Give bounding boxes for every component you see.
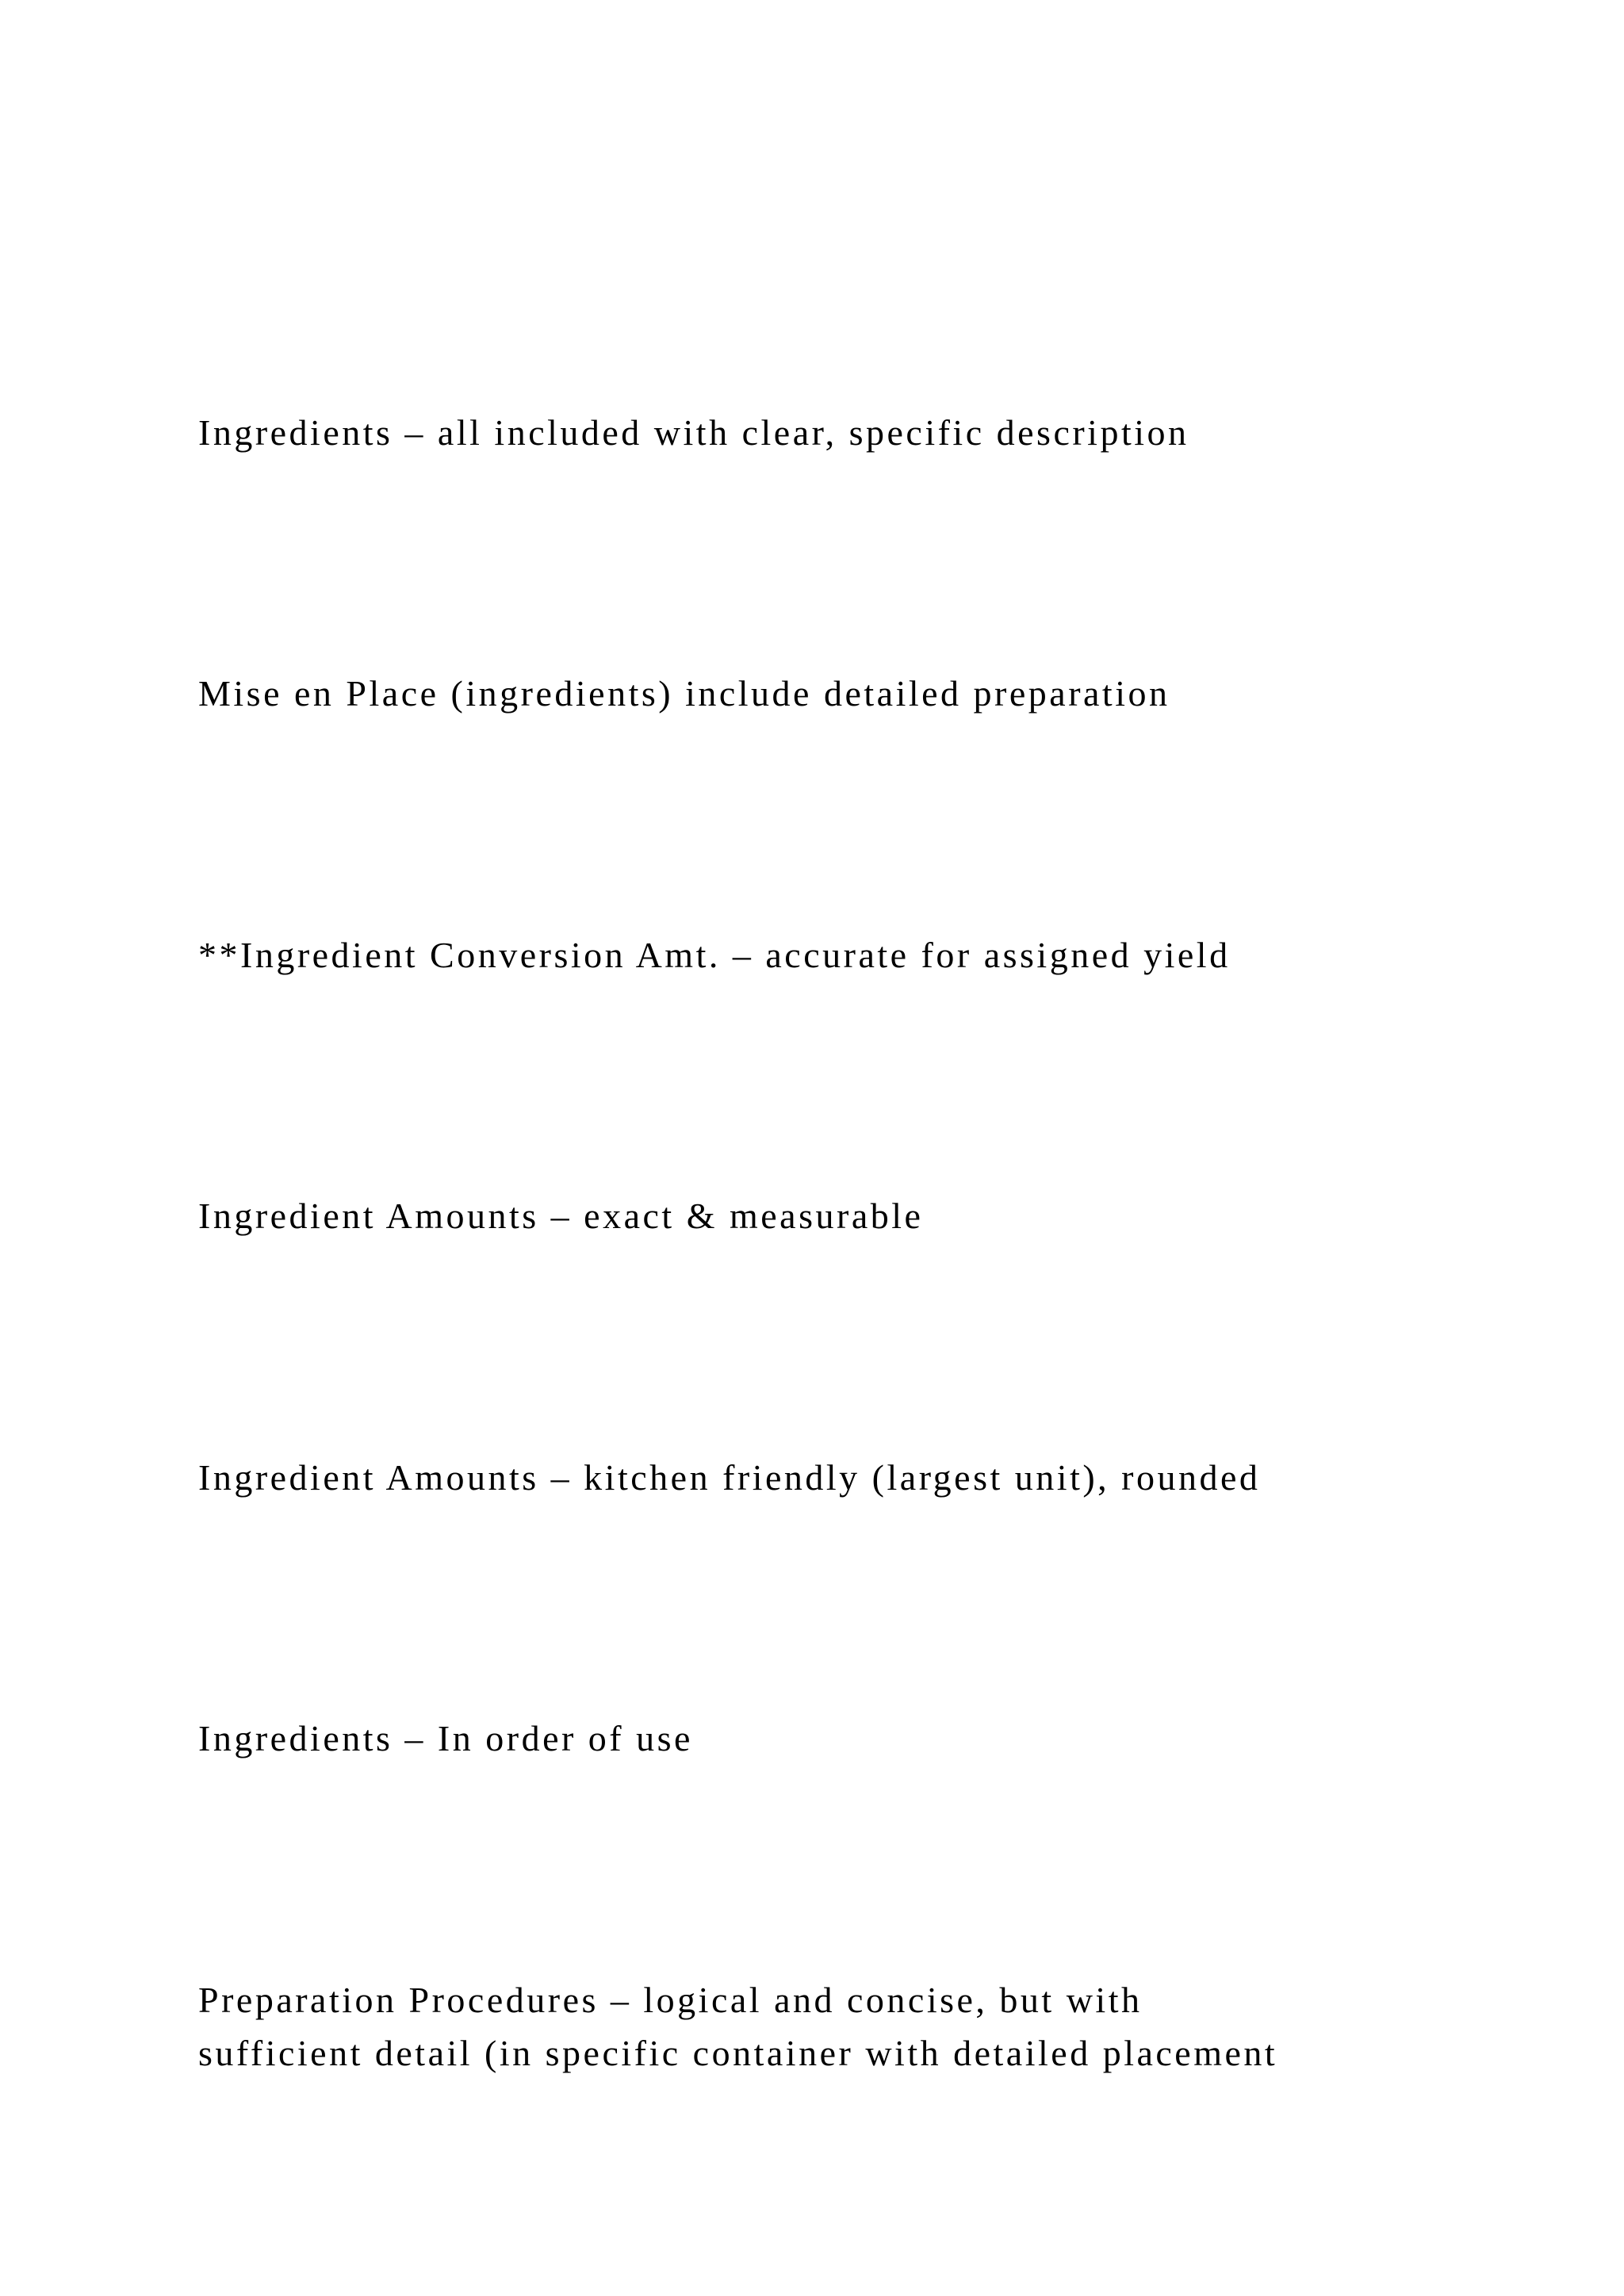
criterion-preparation-procedures-continued: sufficient detail (in specific container with detailed placement — [198, 2033, 1278, 2073]
criterion-ingredients-description: Ingredients – all included with clear, specific description — [198, 412, 1189, 453]
criterion-amounts-exact: Ingredient Amounts – exact & measurable — [198, 1196, 924, 1236]
criterion-preparation-procedures: Preparation Procedures – logical and concise, but with — [198, 1980, 1143, 2020]
criterion-amounts-kitchen-friendly: Ingredient Amounts – kitchen friendly (largest unit), rounded — [198, 1457, 1261, 1498]
criterion-conversion-amount: **Ingredient Conversion Amt. – accurate for assigned yield — [198, 935, 1231, 975]
criterion-mise-en-place: Mise en Place (ingredients) include detailed preparation — [198, 673, 1170, 714]
criterion-order-of-use: Ingredients – In order of use — [198, 1718, 693, 1758]
